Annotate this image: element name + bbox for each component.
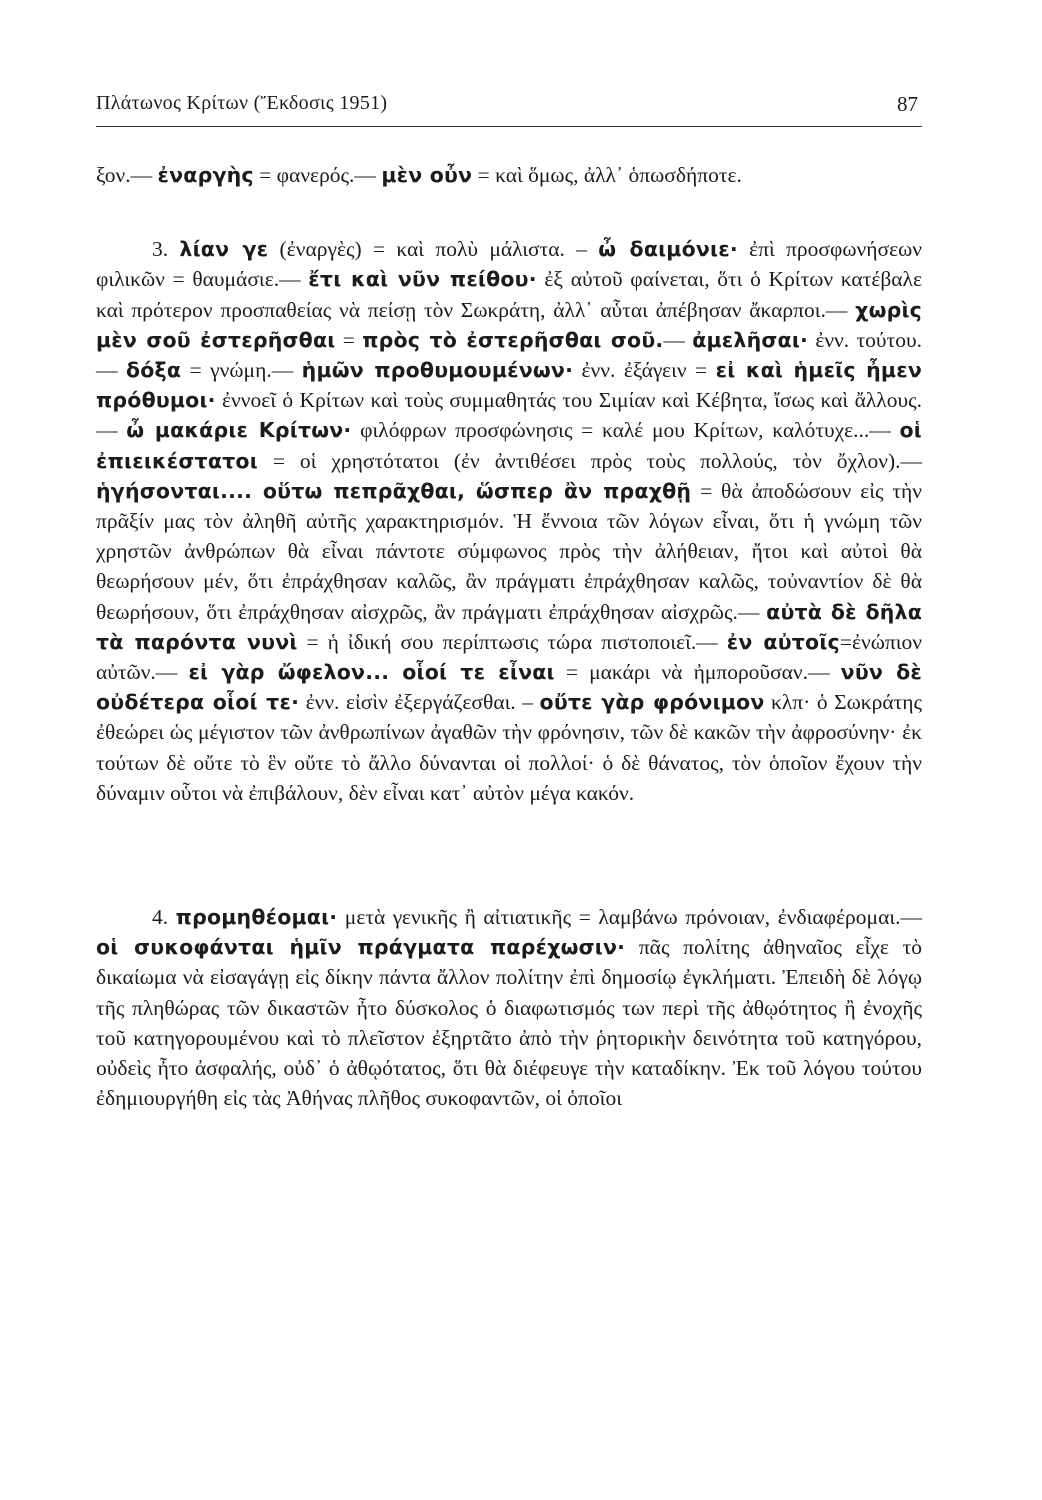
commentary-text: ἐνν. εἰσὶν ἐξεργάζεσθαι. – bbox=[299, 690, 540, 715]
commentary-text: = bbox=[335, 327, 363, 352]
lemma: πρὸς τὸ ἐστερῆσθαι σοῦ. bbox=[362, 327, 664, 352]
page-number: 87 bbox=[897, 92, 918, 116]
lemma: οὔτε γὰρ φρόνιμον bbox=[539, 690, 765, 715]
commentary-text: ξον.— bbox=[96, 163, 158, 187]
commentary-text: 4. bbox=[152, 905, 176, 930]
commentary-text: =ἐνώπιον αὐτῶν.— bbox=[96, 629, 922, 685]
commentary-text: ἐνν. ἐξάγειν = bbox=[573, 358, 716, 383]
lemma: ἡμῶν προθυμουμένων· bbox=[301, 358, 574, 383]
commentary-text: φιλόφρων προσφώνησις = καλέ μου Κρίτων, καλότυχε...— bbox=[351, 418, 900, 443]
lemma: ἔτι καὶ νῦν πείθου· bbox=[308, 267, 537, 292]
lemma: λίαν γε bbox=[179, 237, 269, 262]
lemma: ὦ μακάριε Κρίτων· bbox=[126, 418, 352, 443]
header-title: Πλάτωνος Κρίτων (Ἔκδοσις 1951) bbox=[96, 92, 388, 114]
lemma: προμηθέομαι· bbox=[175, 905, 338, 930]
lemma: ὦ δαιμόνιε· bbox=[598, 237, 738, 262]
paragraph bbox=[96, 902, 922, 1113]
lemma: αὐτὰ δὲ δῆλα τὰ παρόντα νυνὶ bbox=[96, 599, 923, 654]
commentary-text: ἐνν. τούτου.— bbox=[96, 327, 922, 383]
commentary-text: = οἱ χρηστότατοι (ἐν ἀντιθέσει πρὸς τοὺς πολλούς, τὸν ὄχλον).— bbox=[257, 448, 922, 473]
lemma: νῦν δὲ οὐδέτερα οἷοί τε· bbox=[96, 660, 923, 715]
commentary-text: = θὰ ἀποδώσουν εἰς τὴν πρᾶξίν μας τὸν ἀληθῆ αὐτῆς χαρακτηρισμόν. Ἡ ἔννοια τῶν λόγων εἶναι, ὅτι ἡ γνώμη τῶν χρηστῶν ἀνθρώπων θὰ εἶναι πάντοτε σύμφωνος πρὸς τὴν ἀλήθειαν, ἤτοι καὶ αὐτοὶ θὰ θεωρήσουν μέν, ὅτι ἐπράχθησαν καλῶς, ἂν πράγματι ἐπράχθησαν καλῶς, τοὐναντίον δὲ θὰ θεωρήσουν, ὅτι ἐπράχθησαν αἰσχρῶς, ἂν πράγματι ἐπράχθησαν αἰσχρῶς.— bbox=[96, 478, 922, 624]
lemma: εἰ καὶ ἡμεῖς ἦμεν πρόθυμοι· bbox=[96, 358, 922, 413]
commentary-text: πᾶς πολίτης ἀθηναῖος εἶχε τὸ δικαίωμα νὰ εἰσαγάγῃ εἰς δίκην πάντα ἄλλον πολίτην ἐπὶ δημοσίῳ ἐγκλήματι. Ἐπειδὴ δὲ λόγῳ τῆς πληθώρας τῶν δικαστῶν ἦτο δύσκολος ὁ διαφωτισμός των περὶ τῆς ἀθῳότητος ἢ ἐνοχῆς τοῦ κατηγορουμένου καὶ τὸ πλεῖστον ἐξηρτᾶτο ἀπὸ τὴν ῥητορικὴν δεινότητα τοῦ κατηγόρου, οὐδεὶς ἦτο ἀσφαλής, οὐδ᾽ ὁ ἀθῳότατος, ὅτι θὰ διέφευγε τὴν καταδίκην. Ἐκ τοῦ λόγου τούτου ἐδημιουργήθη εἰς τὰς Ἀθήνας πλῆθος συκοφαντῶν, οἱ ὁποῖοι bbox=[96, 935, 922, 1111]
commentary-text: ἐπὶ προσφωνήσεων φιλικῶν = θαυμάσιε.— bbox=[96, 237, 923, 292]
lemma: ἀμελῆσαι· bbox=[692, 327, 808, 352]
lemma: μὲν οὖν bbox=[381, 163, 473, 187]
commentary-text: μετὰ γενικῆς ἢ αἰτιατικῆς = λαμβάνω πρόνοιαν, ἐνδιαφέρομαι.— bbox=[337, 905, 922, 930]
commentary-text: (ἐναργὲς) = καὶ πολὺ μάλιστα. – bbox=[268, 237, 599, 262]
document-page bbox=[96, 0, 926, 1500]
lemma: δόξα bbox=[125, 358, 182, 383]
lemma: οἱ συκοφάνται ἡμῖν πράγματα παρέχωσιν· bbox=[96, 935, 626, 960]
lemma: χωρὶς μὲν σοῦ ἐστερῆσθαι bbox=[96, 297, 922, 352]
lemma: οἱ ἐπιεικέστατοι bbox=[96, 418, 922, 473]
paragraph bbox=[96, 160, 922, 190]
lemma: ἐν αὐτοῖς bbox=[726, 629, 840, 654]
lemma: ἐναργὴς bbox=[157, 163, 254, 187]
running-header bbox=[96, 86, 922, 127]
commentary-text: κλπ· ὁ Σωκράτης ἐθεώρει ὡς μέγιστον τῶν ἀνθρωπίνων ἀγαθῶν τὴν φρόνησιν, τῶν δὲ κακῶν τὴν ἀφροσύνην· ἐκ τούτων δὲ οὔτε τὸ ἓν οὔτε τὸ ἄλλο δύνανται οἱ πολλοί· ὁ δὲ θάνατος, τὸν ὁποῖον ἔχουν τὴν δύναμιν οὗτοι νὰ ἐπιβάλουν, δὲν εἶναι κατ᾽ αὐτὸν μέγα κακόν. bbox=[96, 690, 922, 805]
paragraph bbox=[96, 234, 922, 808]
commentary-text: = ἡ ἰδική σου περίπτωσις τώρα πιστοποιεῖ.— bbox=[297, 629, 727, 654]
lemma: ἡγήσονται.... οὕτω πεπρᾶχθαι, ὥσπερ ἂν πραχθῇ bbox=[96, 478, 692, 503]
commentary-text: ἐννοεῖ ὁ Κρίτων καὶ τοὺς συμμαθητάς του Σιμίαν καὶ Κέβητα, ἴσως καὶ ἄλλους.— bbox=[96, 388, 922, 443]
lemma: εἰ γὰρ ὤφελον... οἷοί τε εἶναι bbox=[188, 660, 555, 685]
commentary-text: = γνώμη.— bbox=[181, 358, 302, 383]
body-text bbox=[96, 160, 922, 1113]
commentary-text: — bbox=[663, 327, 693, 352]
commentary-text: = μακάρι νὰ ἠμποροῦσαν.— bbox=[554, 660, 841, 685]
commentary-text: = φανερός.— bbox=[253, 163, 382, 187]
commentary-text: = καὶ ὅμως, ἀλλ᾽ ὁπωσδήποτε. bbox=[472, 163, 742, 187]
commentary-text: 3. bbox=[152, 237, 180, 262]
commentary-text: ἐξ αὐτοῦ φαίνεται, ὅτι ὁ Κρίτων κατέβαλε καὶ πρότερον προσπαθείας νὰ πείσῃ τὸν Σωκράτη, ἀλλ᾽ αὗται ἀπέβησαν ἄκαρποι.— bbox=[96, 267, 923, 322]
